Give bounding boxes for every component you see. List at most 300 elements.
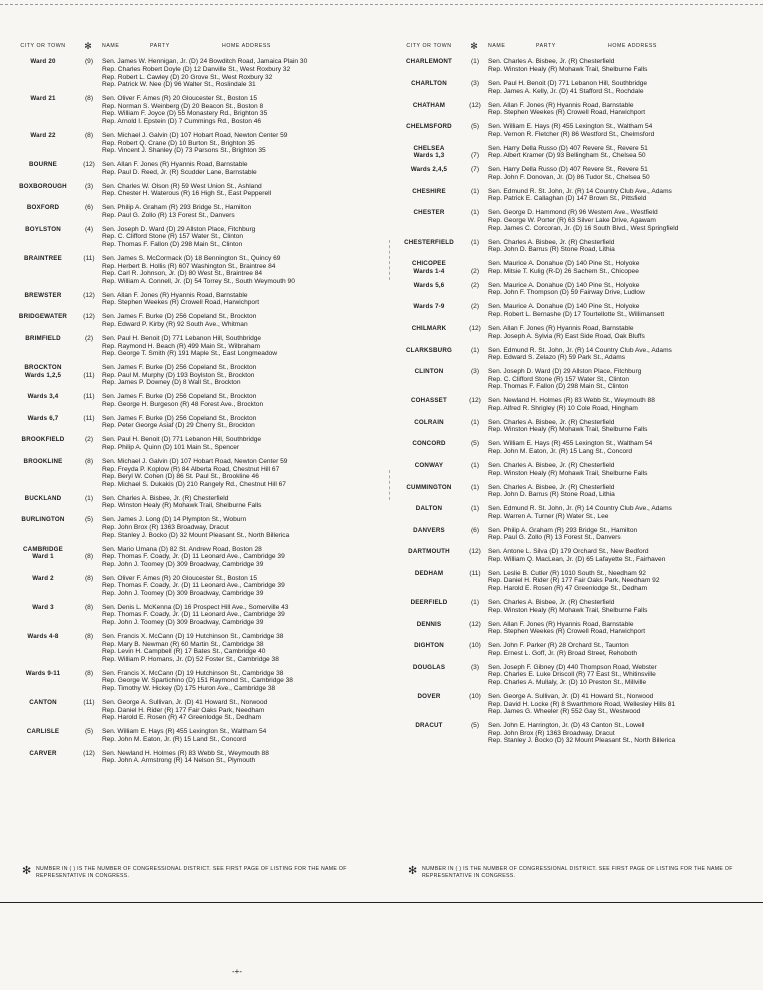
legislator-line: Sen. George A. Sullivan, Jr. (D) 41 Howard St., Norwood xyxy=(488,692,654,700)
district-number: (8) xyxy=(84,669,94,677)
list-item xyxy=(398,80,752,95)
district-number: (12) xyxy=(469,101,481,109)
representatives xyxy=(102,750,380,765)
district-number: (6) xyxy=(84,204,94,212)
list-item xyxy=(398,102,752,117)
legislator-line: Sen. Allan F. Jones (R) Hyannis Road, Barnstable xyxy=(488,620,634,628)
representatives xyxy=(488,188,752,203)
town-name: DIGHTON xyxy=(414,642,444,650)
legislator-line: Rep. George W. Spartichino (D) 151 Raymond St., Cambridge 38 xyxy=(102,677,293,685)
legislator-line: Sen. Philip A. Graham (R) 293 Bridge St., Hamilton xyxy=(488,526,638,534)
legislator-line: Rep. Mitsie T. Kulig (R-D) 26 Sachem St., Chicopee xyxy=(488,267,639,275)
legislator-line: Rep. Beryl W. Cohen (D) 86 St. Paul St., Brookline 46 xyxy=(102,473,259,481)
legislator-line: Rep. Raymond H. Beach (R) 499 Main St., Wilbraham xyxy=(102,342,260,350)
legislator-line: Rep. Charles E. Luke Driscoll (R) 77 East St., Whitinsville xyxy=(488,671,656,679)
legislator-line: Sen. Antone L. Silva (D) 179 Orchard St., New Bedford xyxy=(488,548,649,556)
representatives xyxy=(488,693,752,716)
representatives xyxy=(488,419,752,434)
representatives xyxy=(488,145,752,160)
legislator-line: Sen. James F. Burke (D) 256 Copeland St., Brockton xyxy=(102,414,257,422)
list-item xyxy=(398,621,752,636)
district-number: (8) xyxy=(84,633,94,641)
town-name: BRAINTREE xyxy=(24,255,62,262)
representatives xyxy=(488,239,752,254)
district-number: (8) xyxy=(84,574,94,582)
town-name: CHESTER xyxy=(413,209,445,217)
district-number: (3) xyxy=(84,182,94,190)
legislator-line: Rep. John M. Eaton, Jr. (R) 15 Lang St., Concord xyxy=(488,448,633,455)
list-item xyxy=(12,575,380,598)
fold-mark xyxy=(389,470,390,500)
town-name: DEERFIELD xyxy=(410,599,448,607)
asterisk-icon: ✻ xyxy=(408,865,418,877)
town-name: DEDHAM xyxy=(414,569,444,577)
legislator-line: Rep. John D. Barrus (R) Stone Road, Lithia xyxy=(488,491,615,499)
representatives xyxy=(488,368,752,391)
footnote-left xyxy=(22,866,356,879)
legislator-line: Sen. James F. Burke (D) 256 Copeland St., Brockton xyxy=(102,313,257,321)
header-district-star: ✻ xyxy=(470,40,478,51)
list-item xyxy=(12,546,380,569)
town-name: CHELSEA Wards 1,3 xyxy=(413,144,445,160)
legislator-line: Rep. Edward S. Zelazo (R) 59 Park St., Adams xyxy=(488,354,626,362)
legislator-line: Rep. John Brox (R) 1363 Broadway, Dracut xyxy=(488,729,615,737)
legislator-line: Rep. John J. Toomey (D) 309 Broadway, Cambridge 39 xyxy=(102,619,264,627)
legislator-line: Rep. Michael S. Dukakis (D) 210 Rangely Rd., Chestnut Hill 67 xyxy=(102,480,286,488)
town-name: Wards 6,7 xyxy=(27,414,59,422)
list-item xyxy=(398,239,752,254)
list-item xyxy=(12,204,380,219)
footnote-text: NUMBER IN ( ) IS THE NUMBER OF CONGRESSIONAL DISTRICT. SEE FIRST PAGE OF LISTING FOR THE NAME OF REPRESENTATIVE IN CONGRESS. xyxy=(36,866,347,879)
list-item xyxy=(398,693,752,716)
legislator-line: Rep. George T. Smith (R) 191 Maple St., East Longmeadow xyxy=(102,350,278,358)
representatives xyxy=(102,699,380,722)
left-entry-list xyxy=(12,58,380,765)
town-name: CONCORD xyxy=(412,440,446,448)
town-name: Wards 2,4,5 xyxy=(410,166,448,174)
district-number: (5) xyxy=(470,123,480,131)
town-name: DANVERS xyxy=(413,526,445,534)
representatives xyxy=(488,58,752,73)
top-edge-line xyxy=(0,4,763,5)
district-number: (2) xyxy=(470,303,480,311)
legislator-line: Rep. Daniel H. Rider (R) 177 Fair Oaks Park, Needham xyxy=(102,706,265,714)
legislator-line: Sen. William E. Hays (R) 455 Lexington St., Waltham 54 xyxy=(488,123,653,131)
district-number: (2) xyxy=(470,281,480,289)
legislator-line: Rep. James P. Downey (D) 8 Wall St., Brockton xyxy=(102,379,241,387)
town-name: BROCKTON Wards 1,2,5 xyxy=(24,364,62,379)
legislator-line: Rep. Harold E. Rosen (R) 47 Greenlodge St., Dedham xyxy=(488,585,648,593)
legislator-line: Rep. James G. Wheeler (R) 552 Gay St., Westwood xyxy=(488,708,641,716)
representatives xyxy=(102,364,380,387)
town-name: DRACUT xyxy=(415,722,443,730)
bottom-mark: -+- xyxy=(232,967,242,976)
right-entry-list xyxy=(398,58,752,745)
legislator-line: Rep. William P. Homans, Jr. (D) 52 Foster St., Cambridge 38 xyxy=(102,655,279,663)
list-item xyxy=(12,313,380,328)
representatives xyxy=(488,347,752,362)
legislator-line: Sen. Paul H. Benoit (D) 771 Lebanon Hill, Southbridge xyxy=(102,436,262,444)
representatives xyxy=(488,484,752,499)
representatives xyxy=(488,505,752,520)
list-item xyxy=(398,282,752,297)
header-name: NAME xyxy=(102,43,120,49)
district-number: (11) xyxy=(83,371,95,379)
town-name: COLRAIN xyxy=(414,418,444,426)
legislator-line: Sen. Denis L. McKenna (D) 16 Prospect Hill Ave., Somerville 43 xyxy=(102,603,289,611)
representatives xyxy=(488,722,752,745)
district-number: (1) xyxy=(470,187,480,195)
district-number: (7) xyxy=(470,152,480,160)
legislator-line: Rep. John J. Toomey (D) 309 Broadway, Cambridge 39 xyxy=(102,560,264,568)
district-number: (12) xyxy=(469,397,481,405)
legislator-line: Sen. George A. Sullivan, Jr. (D) 41 Howard St., Norwood xyxy=(102,698,268,706)
legislator-line: Rep. Charles Robert Doyle (D) 12 Danville St., West Roxbury 32 xyxy=(102,65,291,73)
representatives xyxy=(102,161,380,176)
legislator-line: Rep. Robert L. Cawley (D) 20 Grove St., West Roxbury 32 xyxy=(102,73,273,81)
legislator-line: Rep. Winston Healy (R) Mohawk Trail, Shelburne Falls xyxy=(102,502,262,510)
list-item xyxy=(12,255,380,285)
list-item xyxy=(12,292,380,307)
header-town: CITY OR TOWN xyxy=(406,43,452,49)
district-number: (8) xyxy=(84,95,94,103)
district-number: (12) xyxy=(83,161,95,169)
list-item xyxy=(12,728,380,743)
asterisk-icon: ✻ xyxy=(22,865,32,877)
legislator-line: Rep. Thomas F. Fallon (D) 298 Main St., Clinton xyxy=(102,241,243,249)
legislator-line: Rep. Patrick W. Nee (D) 96 Walter St., Roslindale 31 xyxy=(102,81,256,89)
town-name: Wards 4-8 xyxy=(27,633,59,641)
representatives xyxy=(102,633,380,663)
list-item xyxy=(398,397,752,412)
legislator-line: Rep. Thomas F. Coady, Jr. (D) 11 Leonard Ave., Cambridge 39 xyxy=(102,611,285,619)
legislator-line: Rep. Ernest L. Goff, Jr. (R) Broad Street, Rehoboth xyxy=(488,649,638,657)
legislator-line: Sen. Charles A. Bisbee, Jr. (R) Chesterfield xyxy=(488,58,615,66)
district-number: (3) xyxy=(470,663,480,671)
representatives xyxy=(488,548,752,563)
town-name: BRIMFIELD xyxy=(25,334,61,342)
legislator-line: Rep. William Q. MacLean, Jr. (D) 65 Lafayette St., Fairhaven xyxy=(488,555,666,563)
list-item xyxy=(398,527,752,542)
list-item xyxy=(12,458,380,488)
legislator-line: Sen. Leslie B. Cutler (R) 1010 South St., Needham 92 xyxy=(488,569,646,577)
representatives xyxy=(102,670,380,693)
representatives xyxy=(488,462,752,477)
legislator-line: Rep. Paul G. Zollo (R) 13 Forest St., Danvers xyxy=(488,534,621,542)
district-number: (12) xyxy=(469,324,481,332)
representatives xyxy=(102,516,380,539)
legislator-line: Rep. Winston Healy (R) Mohawk Trail, Shelburne Falls xyxy=(488,606,648,614)
legislator-line: Rep. William F. Joyce (D) 55 Monastery Rd., Brighton 35 xyxy=(102,110,268,118)
district-number: (11) xyxy=(83,698,95,706)
representatives xyxy=(102,458,380,488)
legislator-line: Rep. Patrick E. Callaghan (D) 147 Brown St., Pittsfield xyxy=(488,195,647,203)
legislator-line: Rep. Stephen Weekes (R) Crowell Road, Harwichport xyxy=(488,109,646,117)
town-name: Wards 7-9 xyxy=(413,303,445,311)
district-number: (12) xyxy=(83,313,95,321)
legislator-line: Rep. Thomas F. Coady, Jr. (D) 11 Leonard Ave., Cambridge 39 xyxy=(102,553,285,561)
representatives xyxy=(102,495,380,510)
list-item xyxy=(398,368,752,391)
list-item xyxy=(398,209,752,232)
district-number: (1) xyxy=(470,238,480,246)
legislator-line: Rep. C. Clifford Stone (R) 157 Water St., Clinton xyxy=(488,375,630,383)
town-name: BROOKFIELD xyxy=(21,436,65,444)
legislator-line: Rep. Chester H. Waterous (R) 16 High St., East Pepperell xyxy=(102,190,272,198)
legislator-line: Rep. George H. Burgeson (R) 48 Forest Ave., Brockton xyxy=(102,400,264,408)
legislator-line: Rep. Robert L. Bernashe (D) 17 Tourtellotte St., Willimansett xyxy=(488,310,665,318)
town-name: DOUGLAS xyxy=(412,663,446,671)
list-item xyxy=(398,642,752,657)
list-item xyxy=(12,699,380,722)
legislator-line: Rep. Peter George Asiaf (D) 29 Cherry St., Brockton xyxy=(102,422,255,430)
district-number: (12) xyxy=(83,291,95,299)
list-item xyxy=(398,166,752,181)
list-item xyxy=(12,95,380,125)
header-home: HOME ADDRESS xyxy=(608,43,657,49)
legislator-line: Sen. Francis X. McCann (D) 19 Hutchinson St., Cambridge 38 xyxy=(102,633,284,641)
town-name: CHICOPEE Wards 1-4 xyxy=(412,260,446,275)
representatives xyxy=(488,664,752,687)
list-item xyxy=(398,188,752,203)
representatives xyxy=(488,325,752,340)
legislator-line: Sen. Joseph D. Ward (D) 29 Allston Place, Fitchburg xyxy=(488,368,642,376)
representatives xyxy=(488,621,752,636)
district-number: (4) xyxy=(84,225,94,233)
representatives xyxy=(488,209,752,232)
legislator-line: Sen. Maurice A. Donahue (D) 140 Pine St., Holyoke xyxy=(488,281,640,289)
town-name: COHASSET xyxy=(411,397,447,405)
legislator-line: Rep. Thomas F. Fallon (D) 298 Main St., Clinton xyxy=(488,383,629,391)
legislator-line: Rep. Warren A. Turner (R) Water St., Lee xyxy=(488,512,609,520)
legislator-line: Rep. Vincent J. Shanley (D) 73 Parsons St., Brighton 35 xyxy=(102,147,266,155)
town-name: CANTON xyxy=(29,698,57,706)
legislator-line: Rep. Paul D. Reed, Jr. (R) Scudder Lane, Barnstable xyxy=(102,168,257,176)
district-number: (1) xyxy=(470,209,480,217)
legislator-line: Rep. Robert Q. Crane (D) 10 Burton St., Brighton 35 xyxy=(102,139,255,147)
town-name: CAMBRIDGE Ward 1 xyxy=(23,545,63,561)
representatives xyxy=(488,570,752,593)
header-party: PARTY xyxy=(536,43,556,49)
legislator-line: Sen. Allan F. Jones (R) Hyannis Road, Barnstable xyxy=(488,101,634,109)
legislator-line: Sen. Edmund R. St. John, Jr. (R) 14 Country Club Ave., Adams xyxy=(488,346,672,354)
district-number: (5) xyxy=(470,722,480,730)
legislator-line: Rep. Arnold I. Epstein (D) 7 Cummings Rd., Boston 46 xyxy=(102,117,262,125)
legislator-line: Sen. Allan F. Jones (R) Hyannis Road, Barnstable xyxy=(102,291,248,299)
district-number: (1) xyxy=(470,58,480,66)
legislator-line: Rep. Albert Kramer (D) 93 Bellingham St., Chelsea 50 xyxy=(488,152,646,160)
town-name: Wards 3,4 xyxy=(27,393,59,401)
town-name: CHILMARK xyxy=(411,324,447,332)
town-name: CARVER xyxy=(29,749,57,757)
legislator-line: Sen. Newland H. Holmes (R) 83 Webb St., Weymouth 88 xyxy=(488,397,655,405)
list-item xyxy=(398,599,752,614)
legislator-line: Rep. Freyda P. Koplow (R) 84 Alberta Road, Chestnut Hill 67 xyxy=(102,465,280,473)
left-column xyxy=(12,40,380,880)
legislator-line: Rep. C. Clifford Stone (R) 157 Water St., Clinton xyxy=(102,233,244,241)
legislator-line: Rep. Joseph A. Sylvia (R) East Side Road, Oak Bluffs xyxy=(488,332,645,340)
district-number: (2) xyxy=(84,436,94,444)
town-name: Ward 21 xyxy=(30,95,56,103)
legislator-line: Rep. Stanley J. Bocko (D) 32 Mount Pleasant St., North Billerica xyxy=(102,531,290,539)
representatives xyxy=(488,303,752,318)
district-number: (10) xyxy=(469,642,481,650)
town-name: BUCKLAND xyxy=(24,494,62,502)
legislator-line: Rep. Winston Healy (R) Mohawk Trail, Shelburne Falls xyxy=(488,469,648,477)
legislator-line: Sen. Maurice A. Donahue (D) 140 Pine St., Holyoke xyxy=(488,260,640,268)
legislator-line: Rep. Charles A. Mullaly, Jr. (D) 10 Preston St., Millville xyxy=(488,678,647,686)
legislator-line: Rep. Paul G. Zollo (R) 13 Forest St., Danvers xyxy=(102,211,235,219)
district-number: (6) xyxy=(470,526,480,534)
representatives xyxy=(488,599,752,614)
list-item xyxy=(12,670,380,693)
list-item xyxy=(12,436,380,451)
legislator-line: Rep. John A. Armstrong (R) 14 Nelson St., Plymouth xyxy=(102,757,256,765)
legislator-line: Rep. John Brox (R) 1363 Broadway, Dracut xyxy=(102,523,229,531)
footnote-right xyxy=(408,866,742,879)
representatives xyxy=(102,393,380,408)
legislator-line: Sen. James W. Hennigan, Jr. (D) 24 Bowditch Road, Jamaica Plain 30 xyxy=(102,58,308,66)
district-number: (12) xyxy=(83,749,95,757)
representatives xyxy=(102,255,380,285)
legislator-line: Sen. George D. Hammond (R) 96 Western Ave., Westfield xyxy=(488,209,658,217)
list-item xyxy=(12,516,380,539)
district-number: (11) xyxy=(469,569,481,577)
legislator-line: Rep. John M. Eaton, Jr. (R) 15 Land St., Concord xyxy=(102,735,247,743)
legislator-line: Sen. John F. Parker (R) 28 Orchard St., Taunton xyxy=(488,642,629,650)
fold-mark xyxy=(389,240,390,280)
list-item xyxy=(398,440,752,455)
town-name: DOVER xyxy=(417,692,441,700)
representatives xyxy=(102,335,380,358)
representatives xyxy=(102,436,380,451)
legislator-line: Rep. Herbert B. Hollis (R) 607 Washington St., Braintree 84 xyxy=(102,262,276,270)
legislator-line: Rep. George W. Porter (R) 63 Silver Lake Drive, Agawam xyxy=(488,217,656,225)
town-name: CLINTON xyxy=(414,368,444,376)
town-name: CARLISLE xyxy=(26,728,60,736)
town-name: Ward 3 xyxy=(32,603,54,611)
town-name: BOXBOROUGH xyxy=(19,182,67,190)
right-column xyxy=(398,40,752,880)
legislator-line: Sen. Joseph F. Gibney (D) 440 Thompson Road, Webster xyxy=(488,663,657,671)
legislator-line: Rep. Stephen Weekes (R) Crowell Road, Harwichport xyxy=(102,299,260,307)
legislator-line: Rep. Stanley J. Bocko (D) 32 Mount Pleasant St., North Billerica xyxy=(488,737,676,745)
representatives xyxy=(488,80,752,95)
legislator-line: Rep. Winston Healy (R) Mohawk Trail, Shelburne Falls xyxy=(488,65,648,73)
list-item xyxy=(398,145,752,160)
legislator-line: Rep. John D. Barrus (R) Stone Road, Lithia xyxy=(488,246,615,254)
representatives xyxy=(102,132,380,155)
list-item xyxy=(398,325,752,340)
legislator-line: Sen. Oliver F. Ames (R) 20 Gloucester St., Boston 15 xyxy=(102,574,258,582)
district-number: (10) xyxy=(469,692,481,700)
legislator-line: Rep. John F. Thompson (D) 59 Fairway Drive, Ludlow xyxy=(488,289,645,297)
representatives xyxy=(488,166,752,181)
legislator-line: Sen. James S. McCormack (D) 18 Bennington St., Quincy 69 xyxy=(102,255,281,262)
representatives xyxy=(102,546,380,569)
list-item xyxy=(398,484,752,499)
town-name: BOURNE xyxy=(28,161,57,169)
legislator-line: Sen. James F. Burke (D) 256 Copeland St., Brockton xyxy=(102,393,257,401)
legislator-line: Sen. Edmund R. St. John, Jr. (R) 14 Country Club Ave., Adams xyxy=(488,187,672,195)
legislator-line: Sen. Harry Della Russo (D) 407 Revere St., Revere 51 xyxy=(488,144,648,152)
legislator-line: Sen. Allan F. Jones (R) Hyannis Road, Barnstable xyxy=(488,324,634,332)
column-header xyxy=(12,40,380,52)
legislator-line: Sen. Charles A. Bisbee, Jr. (R) Chesterfield xyxy=(488,461,615,469)
district-number: (8) xyxy=(84,553,94,561)
legislator-line: Rep. Stephen Weekes (R) Crowell Road, Harwichport xyxy=(488,628,646,636)
header-home: HOME ADDRESS xyxy=(222,43,271,49)
header-name: NAME xyxy=(488,43,506,49)
legislator-line: Sen. Oliver F. Ames (R) 20 Gloucester St., Boston 15 xyxy=(102,95,258,103)
legislator-line: Sen. Paul H. Benoit (D) 771 Lebanon Hill, Southbridge xyxy=(102,334,262,342)
legislator-line: Sen. Mario Umana (D) 82 St. Andrew Road, Boston 28 xyxy=(102,545,262,553)
legislator-line: Rep. Vernon R. Fletcher (R) 86 Westford St., Chelmsford xyxy=(488,130,655,138)
district-number: (1) xyxy=(470,483,480,491)
header-town: CITY OR TOWN xyxy=(20,43,66,49)
district-number: (8) xyxy=(84,458,94,465)
list-item xyxy=(12,750,380,765)
district-number: (2) xyxy=(470,267,480,275)
legislator-line: Sen. Philip A. Graham (R) 293 Bridge St., Hamilton xyxy=(102,204,252,212)
district-number: (3) xyxy=(470,79,480,87)
legislator-line: Sen. Charles A. Bisbee, Jr. (R) Chesterfield xyxy=(488,599,615,607)
representatives xyxy=(102,313,380,328)
legislator-line: Rep. John F. Donovan, Jr. (D) 86 Tudor St., Chelsea 50 xyxy=(488,173,650,181)
legislator-line: Sen. Charles A. Bisbee, Jr. (R) Chesterfield xyxy=(102,494,229,502)
district-number: (9) xyxy=(84,58,94,66)
footnote-text: NUMBER IN ( ) IS THE NUMBER OF CONGRESSIONAL DISTRICT. SEE FIRST PAGE OF LISTING FOR THE NAME OF REPRESENTATIVE IN CONGRESS. xyxy=(422,866,733,879)
list-item xyxy=(12,415,380,430)
list-item xyxy=(12,226,380,249)
list-item xyxy=(12,495,380,510)
list-item xyxy=(12,183,380,198)
list-item xyxy=(398,347,752,362)
district-number: (8) xyxy=(84,603,94,611)
town-name: CONWAY xyxy=(414,461,444,469)
legislator-line: Rep. Thomas F. Coady, Jr. (D) 11 Leonard Ave., Cambridge 39 xyxy=(102,582,285,590)
legislator-line: Rep. Daniel H. Rider (R) 177 Fair Oaks Park, Needham 92 xyxy=(488,577,660,585)
representatives xyxy=(488,123,752,138)
town-name: Wards 5,6 xyxy=(413,281,445,289)
list-item xyxy=(398,123,752,138)
town-name: BOXFORD xyxy=(26,204,60,212)
district-number: (3) xyxy=(470,368,480,376)
legislator-line: Rep. Norman S. Weinberg (D) 20 Beacon St., Boston 8 xyxy=(102,102,264,110)
legislator-line: Rep. David H. Locke (R) 8 Swarthmore Road, Wellesley Hills 81 xyxy=(488,700,676,708)
district-number: (1) xyxy=(470,461,480,469)
town-name: CHESHIRE xyxy=(412,187,446,195)
town-name: BURLINGTON xyxy=(21,516,65,524)
town-name: CUMMINGTON xyxy=(406,483,452,491)
town-name: DALTON xyxy=(415,505,443,513)
list-item xyxy=(398,570,752,593)
legislator-line: Sen. William E. Hays (R) 455 Lexington St., Waltham 54 xyxy=(102,728,267,736)
representatives xyxy=(102,95,380,125)
legislator-line: Rep. Carl R. Johnson, Jr. (D) 80 West St., Braintree 84 xyxy=(102,270,263,278)
list-item xyxy=(12,633,380,663)
legislator-line: Sen. Allan F. Jones (R) Hyannis Road, Barnstable xyxy=(102,161,248,169)
representatives xyxy=(102,415,380,430)
district-number: (5) xyxy=(470,440,480,448)
legislator-line: Rep. Edward P. Kirby (R) 92 South Ave., Whitman xyxy=(102,320,248,328)
district-number: (1) xyxy=(84,494,94,502)
district-number: (1) xyxy=(470,505,480,513)
page-divider xyxy=(0,902,763,903)
list-item xyxy=(398,260,752,275)
legislator-line: Sen. Newland H. Holmes (R) 83 Webb St., Weymouth 88 xyxy=(102,749,269,757)
town-name: CHESTERFIELD xyxy=(404,238,454,246)
